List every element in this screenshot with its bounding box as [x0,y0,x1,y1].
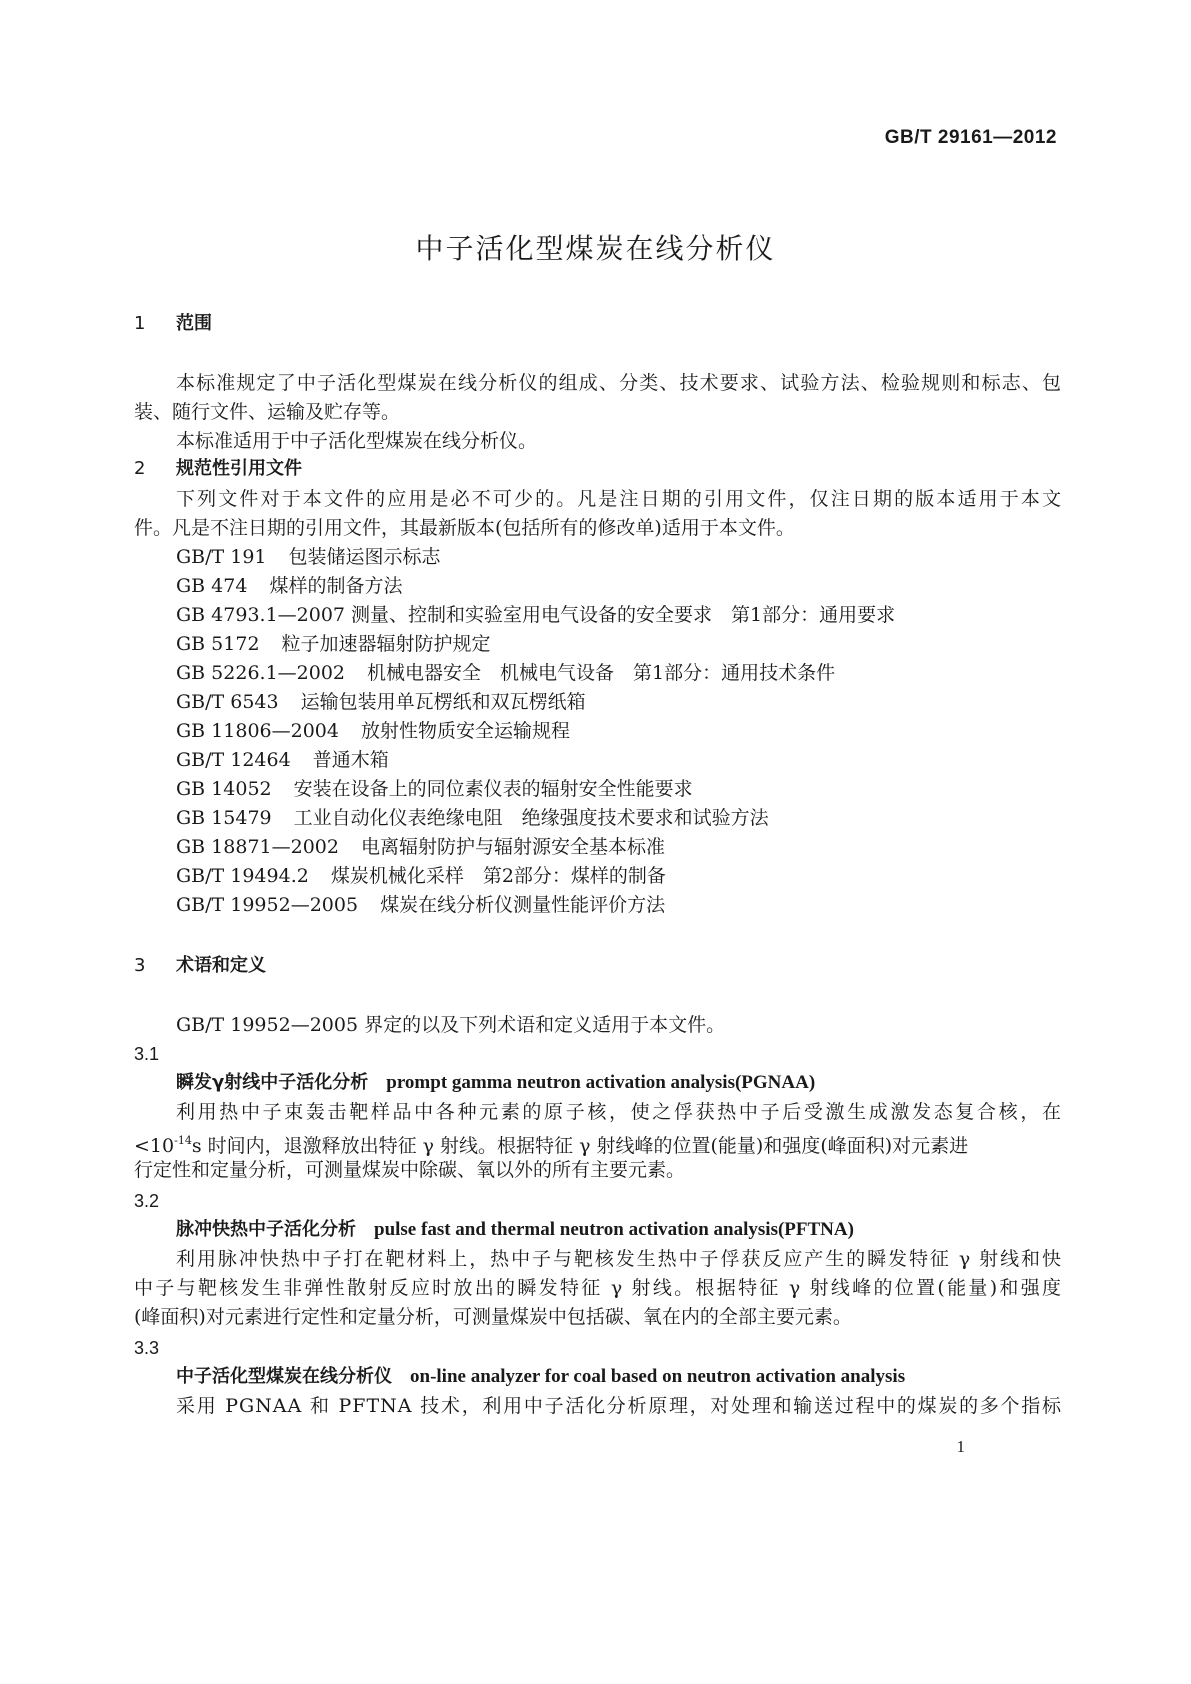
clause-number: 3.3 [134,1338,160,1358]
reference-code: GB/T 191 [176,546,267,568]
section-title: 术语和定义 [176,955,266,976]
reference-title: 放射性物质安全运输规程 [360,720,570,742]
section-3-heading [134,953,266,983]
definition-text: <10 [134,1135,175,1157]
reference-title: 测量、控制和实验室用电气设备的安全要求 第1部分：通用要求 [351,604,896,626]
reference-title: 包装储运图示标志 [288,546,441,568]
reference-title: 煤样的制备方法 [269,575,403,597]
reference-title: 普通木箱 [312,749,389,771]
term-heading [176,1217,854,1247]
terms-intro: GB/T 19952—2005 界定的以及下列术语和定义适用于本文件。 [176,1014,726,1036]
standard-code: GB/T 29161—2012 [884,127,1057,148]
section-title: 范围 [176,313,212,334]
reference-title: 粒子加速器辐射防护规定 [281,633,491,655]
term-en: on-line analyzer for coal based on neutron activation analysis [410,1366,906,1387]
definition-line: 采用 PGNAA 和 PFTNA 技术，利用中子活化分析原理，对处理和输送过程中的煤炭的多个指标 [176,1395,1062,1417]
reference-title: 机械电器安全 机械电气设备 第1部分：通用技术条件 [367,662,836,684]
scope-paragraph: 本标准适用于中子活化型煤炭在线分析仪。 [176,430,538,452]
reference-item [176,689,586,719]
reference-title: 工业自动化仪表绝缘电阻 绝缘强度技术要求和试验方法 [293,807,769,829]
reference-item [176,573,402,603]
term-heading [176,1364,905,1394]
term-zh: 瞬发γ射线中子活化分析 [176,1072,369,1093]
scope-paragraph-line: 本标准规定了中子活化型煤炭在线分析仪的组成、分类、技术要求、试验方法、检验规则和标志、包 [176,372,1062,394]
reference-title: 运输包装用单瓦楞纸和双瓦楞纸箱 [300,691,586,713]
references-intro-line: 件。凡是不注日期的引用文件，其最新版本(包括所有的修改单)适用于本文件。 [134,517,795,539]
section-title: 规范性引用文件 [176,458,302,479]
document-title: 中子活化型煤炭在线分析仪 [415,232,776,265]
term-en: pulse fast and thermal neutron activation analysis(PFTNA) [374,1219,854,1240]
definition-text: s 时间内，退激释放出特征 γ 射线。根据特征 γ 射线峰的位置(能量)和强度(峰面积)对元素进 [191,1135,969,1157]
reference-code: GB 474 [176,575,248,597]
definition-line: 中子与靶核发生非弹性散射反应时放出的瞬发特征 γ 射线。根据特征 γ 射线峰的位置(能量)和强度 [134,1277,1062,1299]
definition-line: 行定性和定量分析，可测量煤炭中除碳、氧以外的所有主要元素。 [134,1159,686,1181]
definition-line [134,1128,968,1158]
reference-title: 安装在设备上的同位素仪表的辐射安全性能要求 [293,778,693,800]
page-number: 1 [956,1437,965,1456]
section-2-heading [134,456,302,486]
term-zh: 脉冲快热中子活化分析 [176,1219,356,1240]
reference-code: GB 11806—2004 [176,720,339,742]
reference-item [176,631,491,661]
reference-code: GB/T 12464 [176,749,291,771]
term-heading [176,1070,815,1100]
reference-item [176,776,693,806]
reference-code: GB 18871—2002 [176,836,339,858]
clause-number: 3.1 [134,1044,160,1064]
reference-title: 煤炭在线分析仪测量性能评价方法 [380,894,666,916]
definition-line: (峰面积)对元素进行定性和定量分析，可测量煤炭中包括碳、氧在内的全部主要元素。 [134,1306,852,1328]
reference-item [176,834,665,864]
reference-code: GB 5172 [176,633,260,655]
reference-code: GB 15479 [176,807,272,829]
section-number: 3 [134,955,146,976]
section-number: 1 [134,313,146,334]
reference-item [176,805,769,835]
term-zh: 中子活化型煤炭在线分析仪 [176,1366,392,1387]
section-number: 2 [134,458,146,479]
reference-code: GB/T 19952—2005 [176,894,359,916]
reference-item [176,863,666,893]
reference-item [176,544,441,574]
section-1-heading [134,311,212,341]
reference-item [176,892,665,922]
reference-item [176,718,570,748]
definition-line: 利用热中子束轰击靶样品中各种元素的原子核，使之俘获热中子后受激生成激发态复合核，在 [176,1101,1062,1123]
reference-code: GB 14052 [176,778,272,800]
clause-number: 3.2 [134,1191,160,1211]
reference-item [176,747,389,777]
references-intro-line: 下列文件对于本文件的应用是必不可少的。凡是注日期的引用文件，仅注日期的版本适用于本文 [176,488,1062,510]
reference-item [176,660,835,690]
definition-line: 利用脉冲快热中子打在靶材料上，热中子与靶核发生热中子俘获反应产生的瞬发特征 γ 射线和快 [176,1248,1062,1270]
term-en: prompt gamma neutron activation analysis(PGNAA) [386,1072,816,1093]
scope-paragraph-line: 装、随行文件、运输及贮存等。 [134,401,401,423]
reference-code: GB 4793.1—2007 [176,604,346,626]
reference-title: 煤炭机械化采样 第2部分：煤样的制备 [330,865,666,887]
reference-code: GB/T 19494.2 [176,865,309,887]
reference-item [176,602,895,632]
reference-title: 电离辐射防护与辐射源安全基本标准 [360,836,665,858]
reference-code: GB/T 6543 [176,691,279,713]
reference-code: GB 5226.1—2002 [176,662,346,684]
exponent: -14 [174,1134,192,1147]
